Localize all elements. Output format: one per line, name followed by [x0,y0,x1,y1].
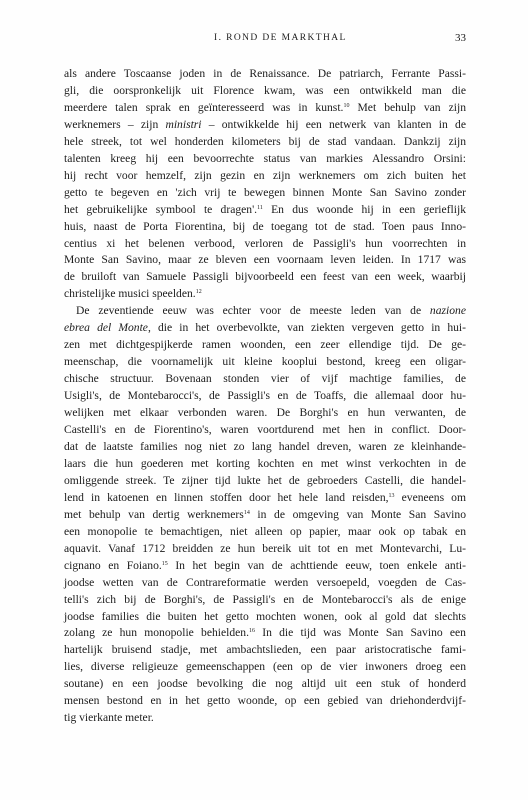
text-line: met behulp van dertig werknemers$^{14}$ in de omgeving van Monte San Savino [64,507,466,521]
text-line: christelijke musici speelden.$^{12}$ [64,287,202,301]
text-line: tig vierkante meter. [64,711,154,725]
text-line: joodse wetten van de Contrareformatie werden versoepeld, voegden de Cas- [64,575,466,589]
text-line: dat de laatste families nog niet zo lang handel dreven, waren ze kleinhande- [64,439,466,453]
body-text [64,66,466,727]
text-line: aquavit. Vanaf 1712 breidden ze hun bereik uit tot en met Montevarchi, Lu- [64,541,466,555]
text-line: ebrea del Monte, die in het overbevolkte, van ziekten vergeven getto in hui- [64,321,466,335]
text-line: Usigli's, de Montebarocci's, de Passigli's en de Toaffs, die allemaal door hu- [64,389,466,403]
text-line: werknemers – zijn ministri – ontwikkelde hij een netwerk van klanten in de [64,117,466,131]
text-line: hele streek, tot wel honderden kilometers bij de stad vandaan. Dankzij zijn [64,134,466,148]
text-line: gli, die oorspronkelijk uit Florence kwam, was een ontwikkeld man die [64,83,466,97]
text-line: meenschap, die voornamelijk uit kleine kooplui bestond, kreeg een oligar- [64,355,466,369]
text-line: chische structuur. Bovenaan stonden vier of vijf machtige families, de [64,372,466,386]
text-line: een monopolie te bemachtigen, niet alleen op papier, maar ook op tabak en [64,524,466,538]
text-line: omliggende streek. Te zijner tijd lukte het de gebroeders Castelli, die handel- [64,473,466,487]
text-line: centius xi het belenen verbood, verloren de Passigli's hun voorrechten in [64,236,466,250]
text-line: hij recht voor hemzelf, zijn gezin en zijn werknemers om zich buiten het [64,168,466,182]
text-line: talenten kreeg hij een bevoorrechte status van markies Alessandro Orsini: [64,151,466,165]
text-line: getto te begeven en 'zich vrij te bewegen binnen Monte San Savino zonder [64,185,466,199]
page-number: 33 [455,32,466,44]
text-line: huis, naast de Porta Fiorentina, bij de toegang tot de stad. Toen paus Inno- [64,219,466,233]
text-line: soutane) en een joodse bevolking die nog altijd uit een stuk of honderd [64,677,466,691]
text-line: mensen bestond en in het getto woonde, op een gebied van driehonderdvijf- [64,694,466,708]
text-line: hartelijk bruisend stadje, met ambachtslieden, een paar aristocratische fami- [64,643,466,657]
text-line: joodse families die buiten het getto mochten wonen, ook al gold dat slechts [64,609,466,623]
text-line: zolang ze hun monopolie behielden.$^{16}$ In die tijd was Monte San Savino een [64,626,466,640]
text-line: Castelli's en de Fiorentino's, waren voortdurend met hen in conflict. Door- [64,423,466,437]
text-line: telli's zich bij de Borghi's, de Passigli's en de Montebarocci's als de enige [64,592,466,606]
text-line: lies, diverse religieuze gemeenschappen (een op de vier inwoners droeg een [64,660,466,674]
text-line: zen met dichtgespijkerde ramen woonden, een zeer ellendige tijd. De ge- [64,338,466,352]
text-line: de bruiloft van Samuele Passigli bijvoorbeeld een feest van een week, waarbij [64,270,466,284]
text-line: laars die hun goederen met korting kochten en met winst verkochten in de [64,456,466,470]
text-line: het gebruikelijke symbool te dragen'.$^{11}$ En dus woonde hij in een gerieflijk [64,202,466,216]
text-line: meerdere talen sprak en geïnteresseerd was in kunst.$^{10}$ Met behulp van zijn [64,100,466,114]
text-line: De zeventiende eeuw was echter voor de meeste leden van de nazione [76,304,466,318]
text-line: lend in katoenen en linnen stoffen door het hele land reisden,$^{13}$ eveneens om [64,490,466,504]
text-line: cignano en Foiano.$^{15}$ In het begin van de achttiende eeuw, toen enkele anti- [64,558,466,572]
text-line: als andere Toscaanse joden in de Renaissance. De patriarch, Ferrante Passi- [64,67,466,80]
text-line: welijken met elkaar verbonden waren. De Borghi's en hun verwanten, de [64,406,466,420]
text-line: Monte San Savino, maar ze bleven een voornaam leven leiden. In 1717 was [64,253,466,267]
running-title: I. ROND DE MARKTHAL [214,33,347,43]
